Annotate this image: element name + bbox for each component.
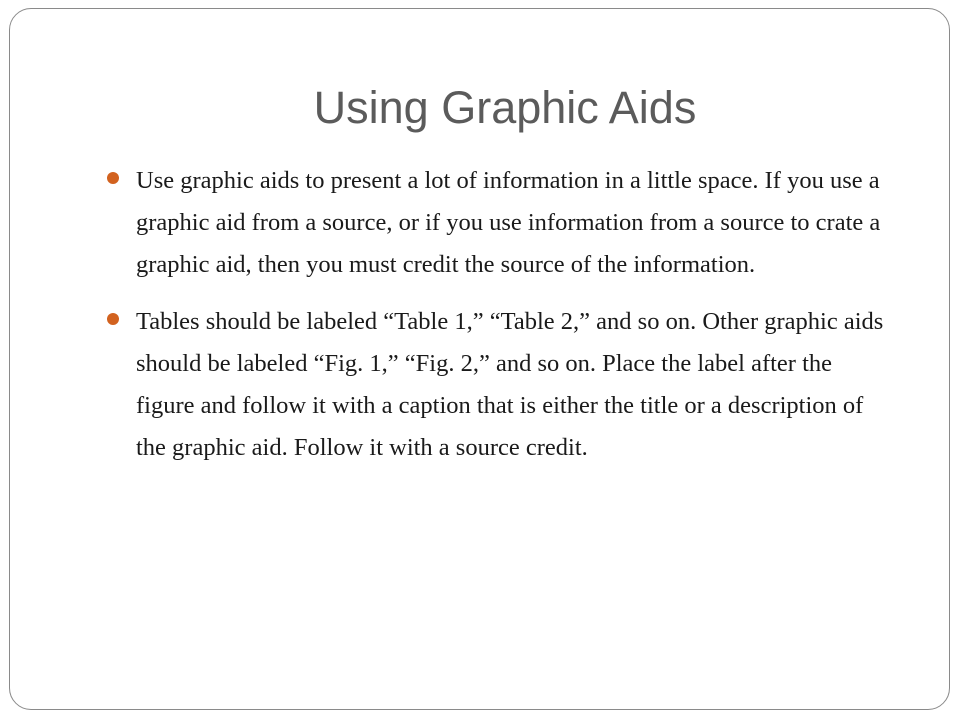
- bullet-dot-icon: [107, 172, 119, 184]
- bullet-list: [136, 160, 896, 484]
- slide-title: Using Graphic Aids: [313, 82, 697, 133]
- bullet-text: Tables should be labeled “Table 1,” “Table 2,” and so on. Other graphic aids should be labeled “Fig. 1,” “Fig. 2,” and so on. Place the label after the figure and follow it with a caption that is either the title or a description of the graphic aid. Follow it with a source credit.: [136, 308, 884, 461]
- bullet-text: Use graphic aids to present a lot of information in a little space. If you use a graphic aid from a source, or if you use information from a source to crate a graphic aid, then you must credit the source of the information.: [136, 167, 881, 278]
- bullet-dot-icon: [107, 313, 119, 325]
- bullet-item: [136, 160, 896, 286]
- bullet-item: [136, 301, 896, 469]
